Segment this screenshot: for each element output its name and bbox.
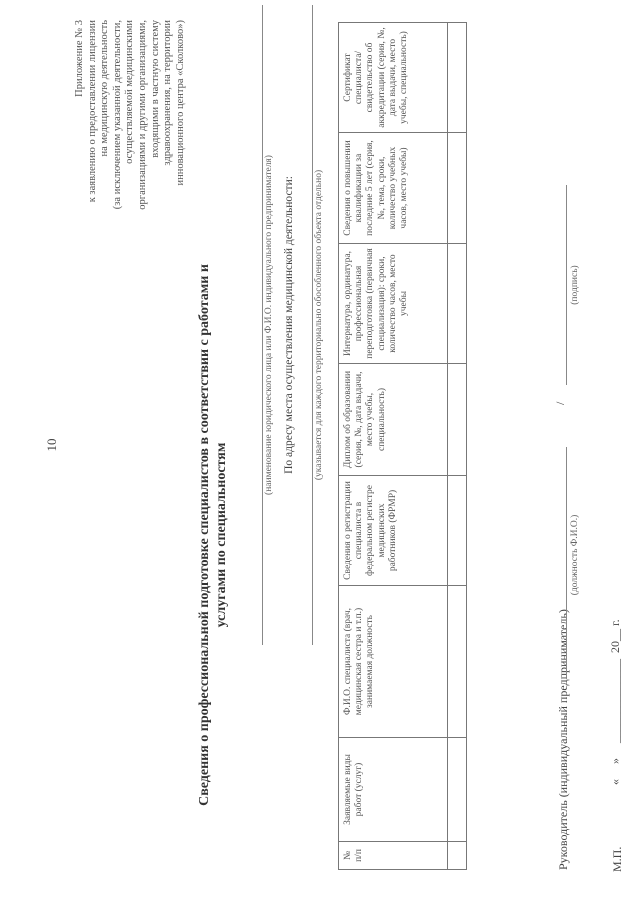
address-hint: (указывается для каждого территориально обособленного объекта отдельно)	[314, 169, 324, 481]
stamp-label: М.П.	[610, 846, 624, 872]
organization-name-hint: (наименование юридического лица или Ф.И.О. индивидуального предпринимателя)	[264, 155, 274, 495]
appendix-line: инновационного центра «Сколково»)	[174, 20, 186, 186]
position-name-line	[566, 447, 567, 677]
header-certificate: Сертификат специалиста/ свидетельство об аккредитации (серия, №, дата выдачи, место учебы, специальность)	[339, 23, 448, 133]
header-number: № п/п	[339, 842, 448, 870]
address-label: По адресу места осуществления медицинской деятельности:	[283, 176, 295, 474]
organization-name-line	[262, 5, 263, 645]
appendix-line: осуществляемой медицинскими	[124, 20, 136, 164]
address-line	[312, 5, 313, 645]
table-cell[interactable]	[448, 364, 467, 476]
appendix-line: организациями и другими организациями,	[136, 20, 148, 210]
head-label: Руководитель (индивидуальный предприниматель)	[556, 609, 570, 870]
header-frmr: Сведения о регистрации специалиста в федеральном регистре медицинских работников (ФРМР)	[339, 476, 448, 586]
page-number: 10	[44, 438, 59, 452]
signature-hint: (подпись)	[570, 265, 580, 305]
specialists-table	[338, 22, 467, 870]
position-name-hint: (должность Ф.И.О.)	[570, 514, 580, 596]
appendix-line: на медицинскую деятельность	[99, 20, 111, 157]
table-cell[interactable]	[448, 476, 467, 586]
table-cell[interactable]	[448, 586, 467, 738]
table-cell[interactable]	[448, 23, 467, 133]
appendix-note	[74, 20, 187, 295]
table-cell[interactable]	[448, 738, 467, 842]
header-internship: Интернатура, ординатура, профессиональная переподготовка (первичная специализация): сроки, количество часов, место учебы	[339, 244, 448, 364]
signature-separator: /	[553, 401, 567, 405]
header-diploma: Диплом об образовании (серия, №, дата выдачи, место учебы, специальность)	[339, 364, 448, 476]
appendix-line: здравоохранения, на территории	[162, 20, 174, 166]
table-cell[interactable]	[448, 842, 467, 870]
appendix-line: к заявлению о предоставлении лицензии	[86, 20, 98, 203]
header-qualification: Сведения о повышении квалификации за последние 5 лет (серия, №, тема, сроки, количество учебных часов, место учебы)	[339, 133, 448, 244]
table-cell[interactable]	[448, 133, 467, 244]
document-title: Сведения о профессиональной подготовке специалистов в соответствии с работами и услугами по специальностям	[197, 264, 229, 806]
table-header-row	[339, 23, 448, 870]
appendix-line: Приложение № 3	[74, 20, 85, 97]
date-line: « » ______________ 20__ г.	[608, 619, 622, 785]
header-specialist: Ф.И.О. специалиста (врач, медицинская сестра и т.п.) занимаемая должность	[339, 586, 448, 738]
appendix-line: (за исключением указанной деятельности,	[111, 20, 123, 210]
signature-line	[566, 185, 567, 385]
table-cell[interactable]	[448, 244, 467, 364]
header-services: Заявляемые виды работ (услуг)	[339, 738, 448, 842]
appendix-line: входящими в частную систему	[149, 20, 161, 158]
table-row	[448, 23, 467, 870]
